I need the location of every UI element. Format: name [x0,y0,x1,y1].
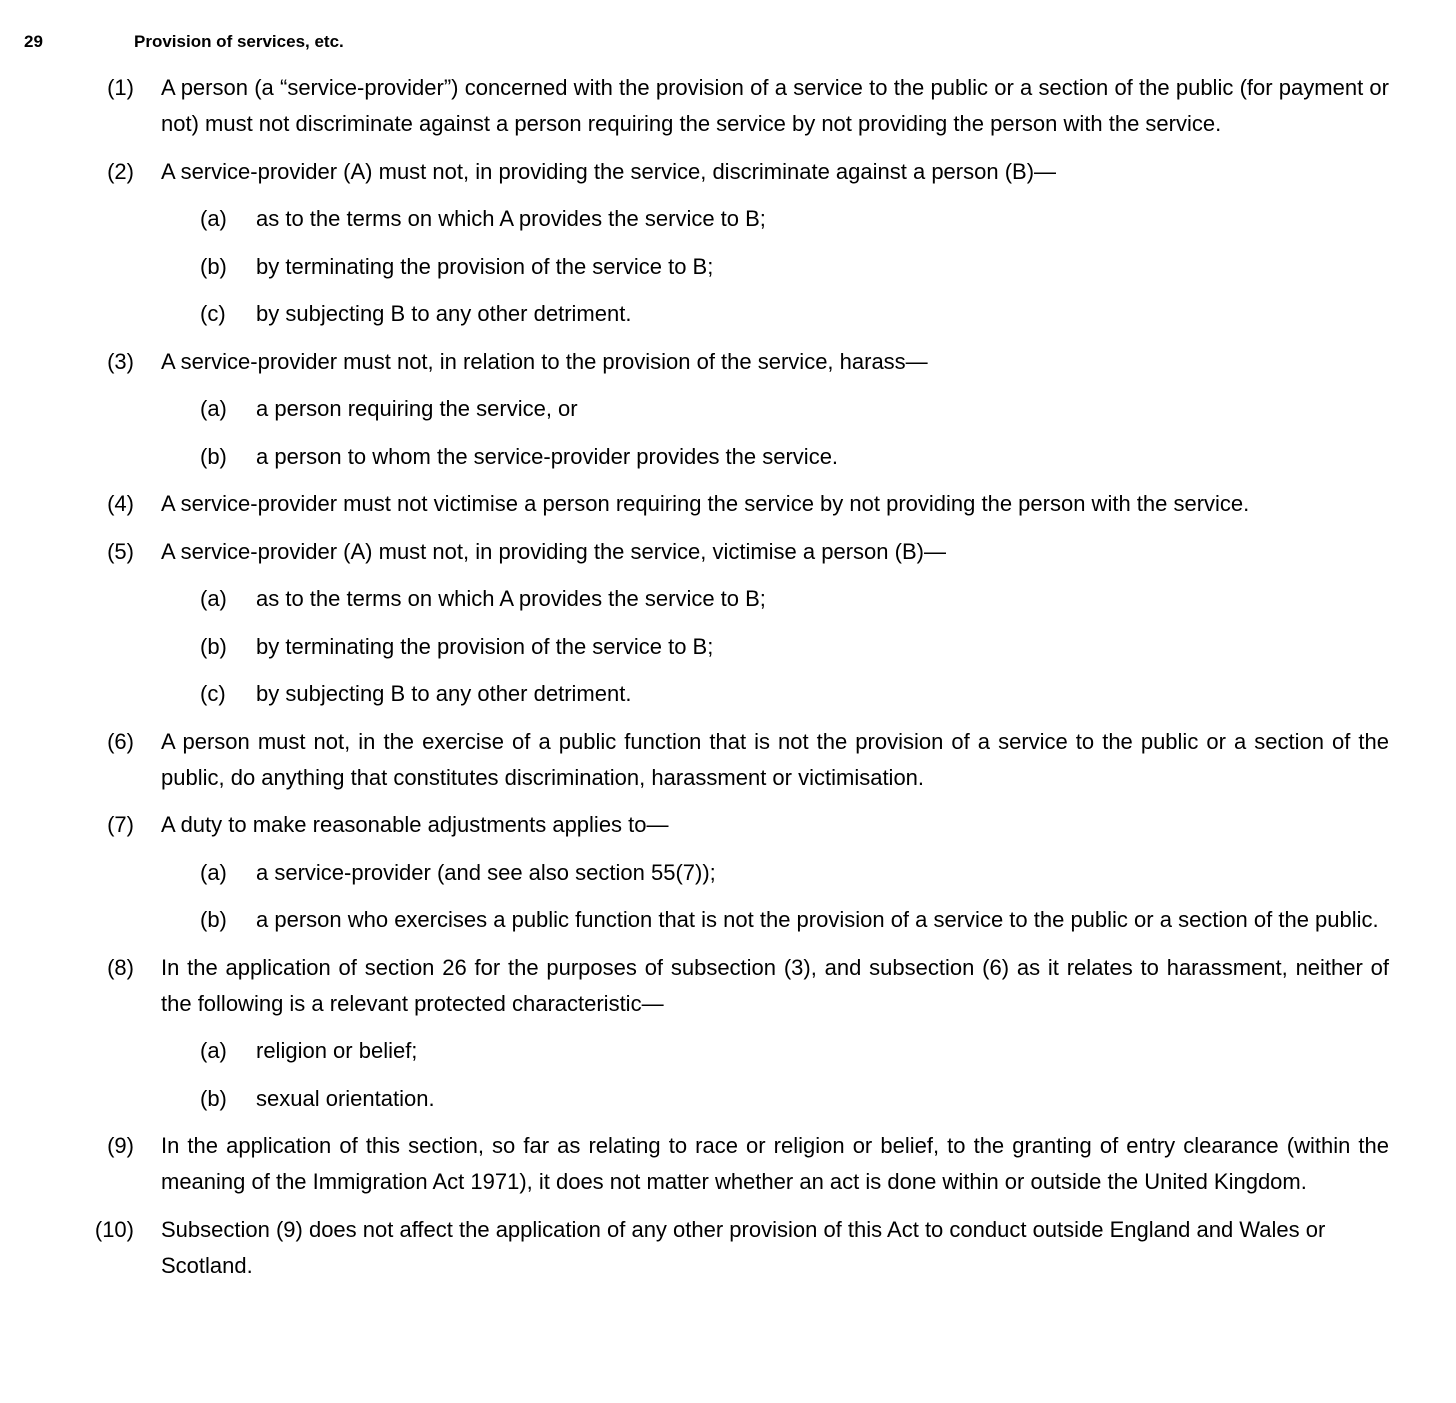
subsection-text: A service-provider (A) must not, in providing the service, discriminate against a person (B)— [161,158,1057,184]
section-heading [0,31,1456,53]
paragraph [0,296,1456,332]
paragraph-letter: (b) [200,443,227,469]
paragraph [0,391,1456,427]
subsection [0,1128,1456,1200]
subsection-number: (9) [107,1133,134,1158]
section-number: 29 [24,32,43,51]
paragraph-text: as to the terms on which A provides the service to B; [256,586,766,611]
paragraph-text: by subjecting B to any other detriment. [256,301,632,326]
paragraph-letter: (a) [200,1038,227,1063]
subsection [0,724,1456,796]
paragraph-text: by subjecting B to any other detriment. [256,681,632,706]
subsection-text: A duty to make reasonable adjustments applies to— [161,812,669,837]
paragraph-text: a person requiring the service, or [256,396,578,421]
paragraph-letter: (a) [200,586,227,611]
paragraph-letter: (b) [200,253,227,279]
paragraph-letter: (b) [200,1085,227,1111]
paragraph-text: religion or belief; [256,1038,418,1063]
subsection-number: (7) [107,812,134,837]
paragraph-text: by terminating the provision of the service to B; [256,253,714,279]
paragraph-text: as to the terms on which A provides the service to B; [256,206,766,231]
subsection [0,486,1456,522]
subsection-text: Subsection (9) does not affect the application of any other provision of this Act to conduct outside England and Wales or Scotland. [161,1216,1326,1278]
paragraph-letter: (b) [200,633,227,659]
subsection-text: A person must not, in the exercise of a public function that is not the provision of a service to the public or a section of the public, do anything that constitutes discrimination, harassment or victimisation. [161,728,1389,790]
paragraph-letter: (a) [200,396,227,421]
paragraph [0,902,1456,938]
subsection-text: In the application of section 26 for the purposes of subsection (3), and subsection (6) as it relates to harassment, neither of the following is a relevant protected characteristic— [161,954,1389,1016]
subsection [0,154,1456,190]
paragraph [0,629,1456,665]
subsection-number: (8) [107,954,134,980]
paragraph-text: a person to whom the service-provider provides the service. [256,443,839,469]
subsection [0,807,1456,843]
subsection [0,344,1456,380]
subsection [0,950,1456,1022]
paragraph [0,855,1456,891]
subsection-text: A service-provider (A) must not, in providing the service, victimise a person (B)— [161,538,946,564]
paragraph-letter: (c) [200,301,226,326]
paragraph [0,581,1456,617]
paragraph [0,1081,1456,1117]
subsection [0,534,1456,570]
paragraph-text: a person who exercises a public function that is not the provision of a service to the public or a section of the public. [256,907,1379,932]
paragraph-text: by terminating the provision of the service to B; [256,633,714,659]
subsection-text: A service-provider must not, in relation to the provision of the service, harass— [161,348,928,374]
subsection-text: In the application of this section, so far as relating to race or religion or belief, to the granting of entry clearance (within the meaning of the Immigration Act 1971), it does not matter whether an act is done within or outside the United Kingdom. [161,1133,1389,1194]
paragraph [0,439,1456,475]
paragraph [0,676,1456,712]
paragraph-text: sexual orientation. [256,1085,435,1111]
subsection-number: (1) [107,75,134,100]
subsection-text: A service-provider must not victimise a person requiring the service by not providing the person with the service. [161,491,1250,516]
subsection [0,1212,1456,1284]
paragraph [0,201,1456,237]
subsection-number: (2) [107,158,134,184]
section-title: Provision of services, etc. [134,32,344,51]
paragraph-letter: (a) [200,206,227,231]
paragraph [0,1033,1456,1069]
section-body [0,70,1456,1295]
paragraph-letter: (b) [200,907,227,932]
subsection-number: (4) [107,491,134,516]
paragraph-letter: (c) [200,681,226,706]
paragraph [0,249,1456,285]
subsection-number: (10) [94,1216,134,1242]
subsection-number: (6) [107,728,134,754]
subsection-text: A person (a “service-provider”) concerned with the provision of a service to the public or a section of the public (for payment or not) must not discriminate against a person requiring the service by not providing the person with the service. [161,75,1389,136]
paragraph-text: a service-provider (and see also section 55(7)); [256,859,716,885]
subsection-number: (3) [107,348,134,374]
subsection-number: (5) [107,538,134,564]
subsection [0,70,1456,142]
paragraph-letter: (a) [200,859,227,885]
